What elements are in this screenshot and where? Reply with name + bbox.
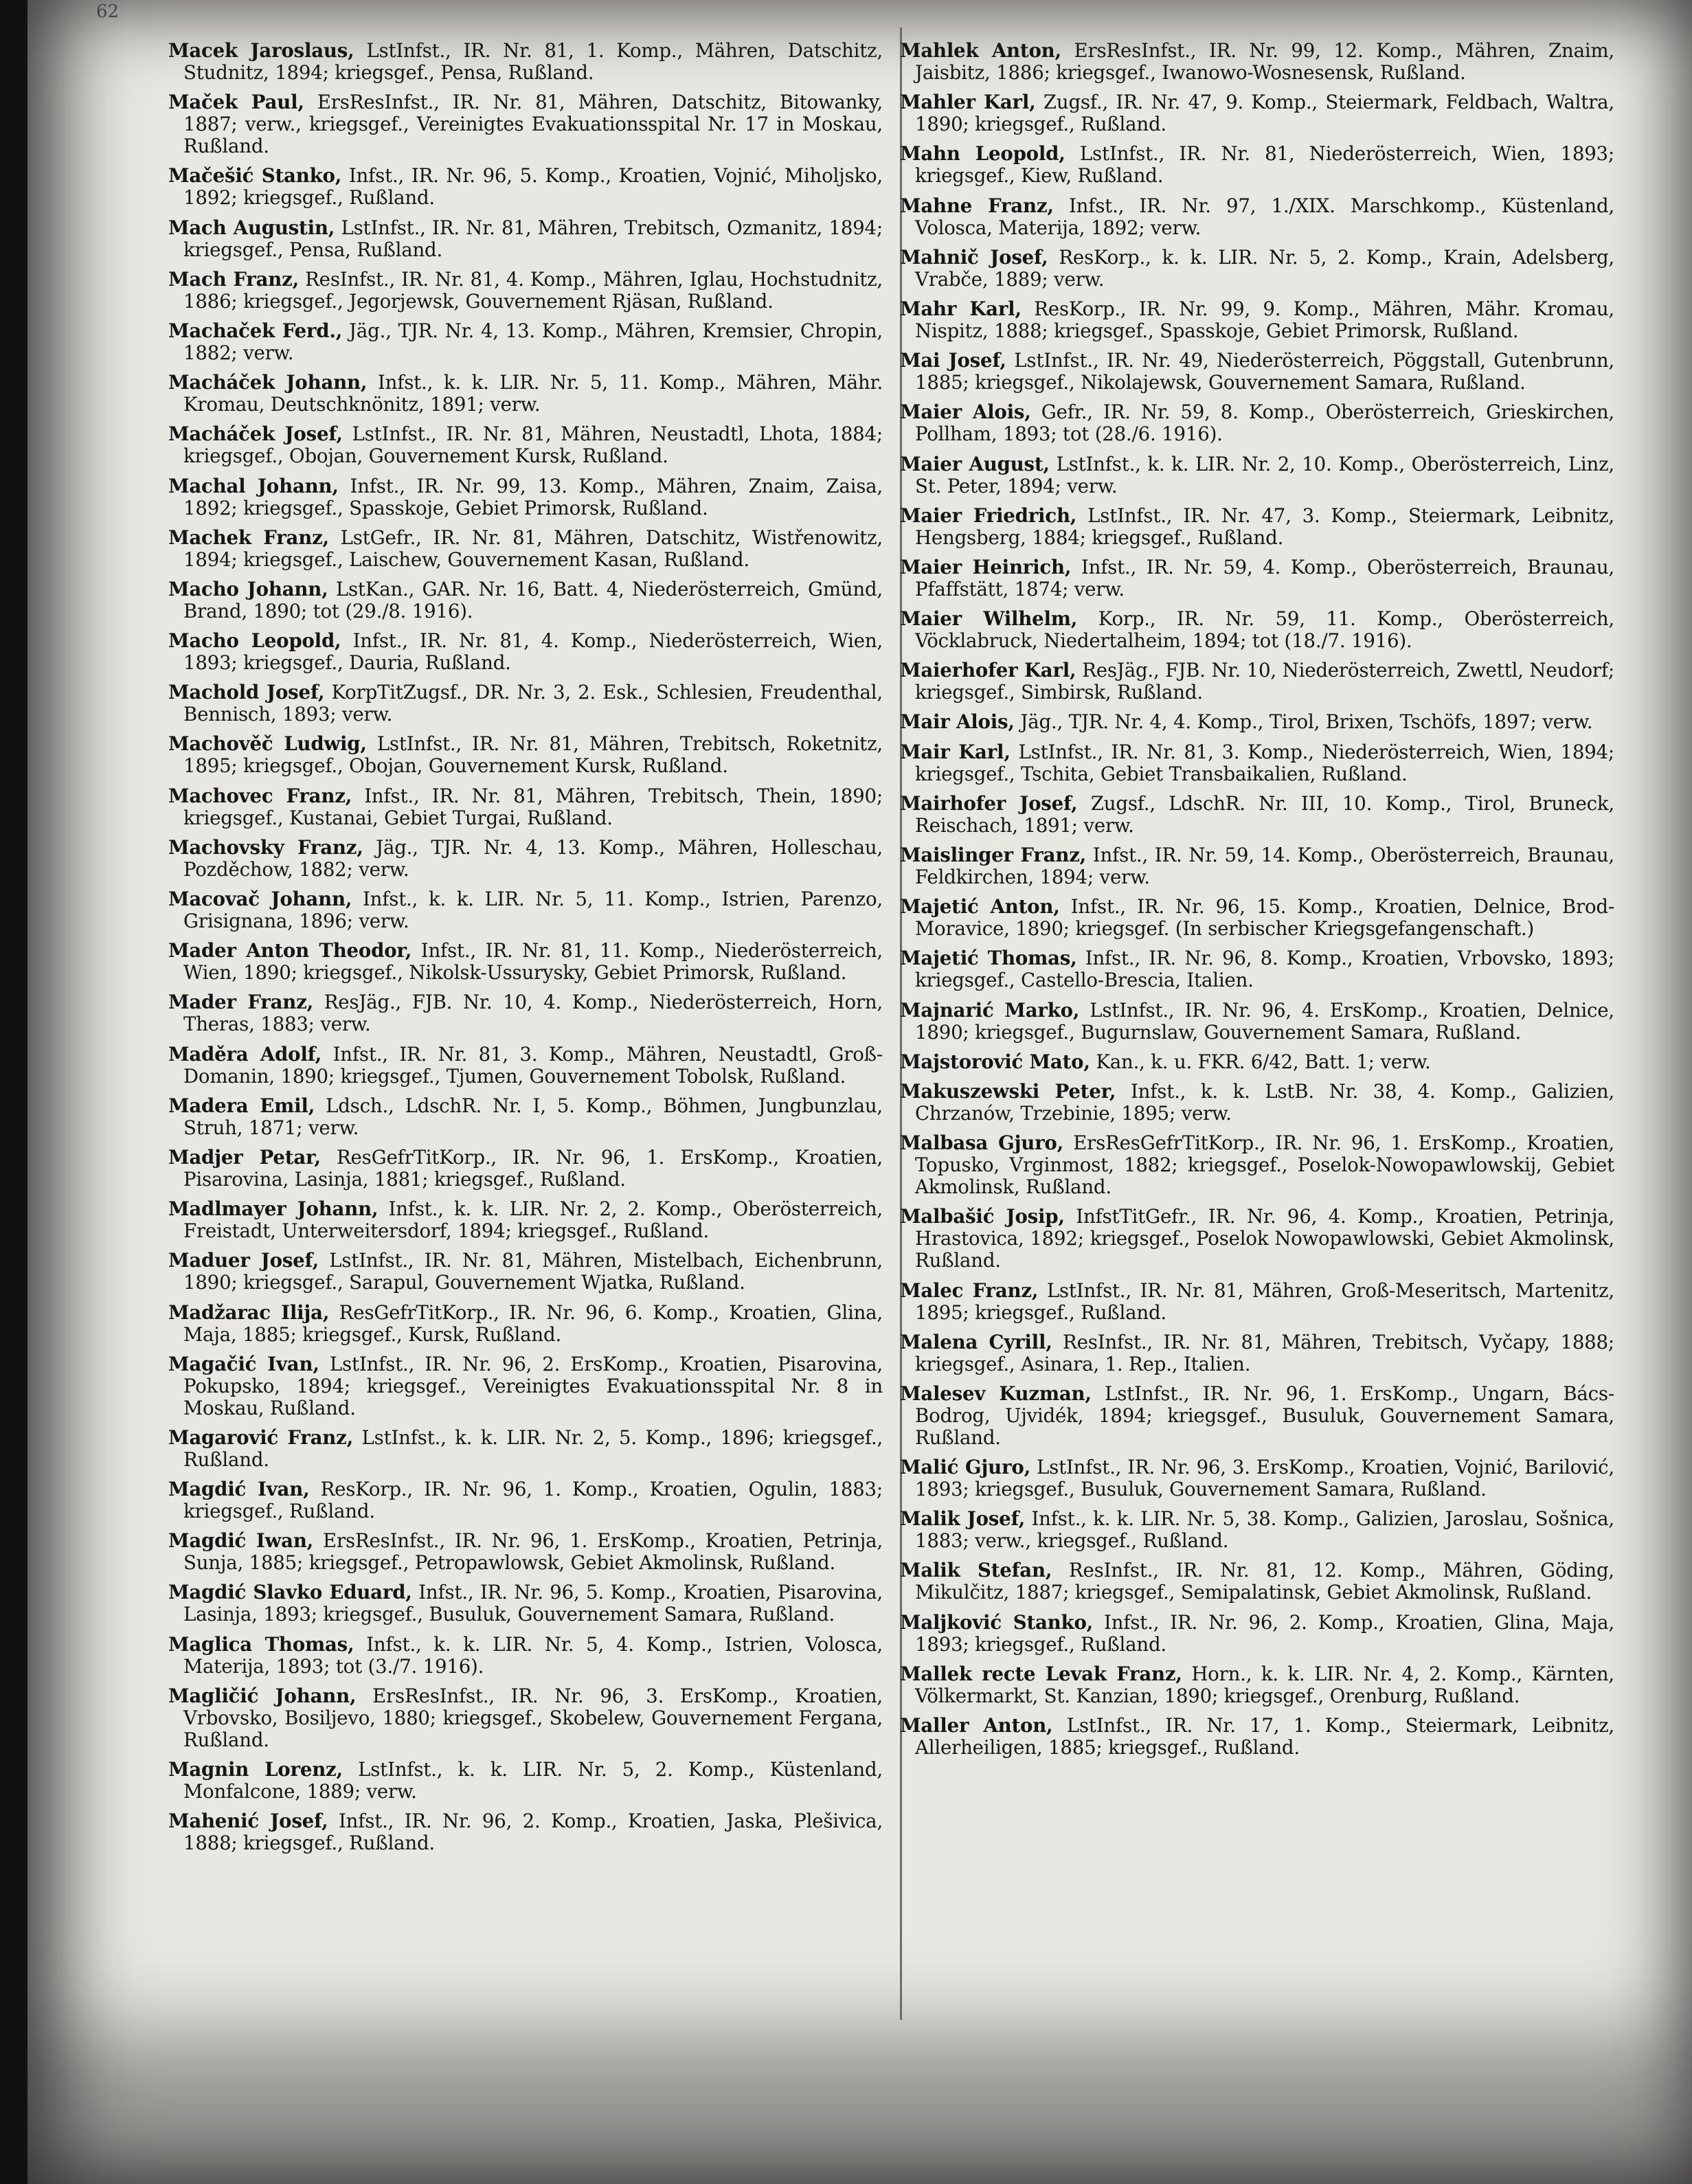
entry-details: Infst., IR. Nr. 96, 15. Komp., Kroatien, Delnice, Brod-Moravice, 1890; kriegsgef. (In serbischer Kriegsgefangenschaft.) (915, 895, 1614, 941)
list-entry (900, 350, 1614, 394)
entry-details: LstInfst., IR. Nr. 17, 1. Komp., Steiermark, Leibnitz, Allerheiligen, 1885; kriegsgef., Rußland. (915, 1714, 1615, 1759)
list-entry (168, 320, 883, 364)
entry-name: Malbašić Josip, (900, 1205, 1065, 1228)
entry-name: Mai Josef, (900, 349, 1006, 372)
entry-details: KorpTitZugsf., DR. Nr. 3, 2. Esk., Schlesien, Freudenthal, Bennisch, 1893; verw. (183, 681, 883, 726)
entry-name: Maljković Stanko, (900, 1610, 1094, 1634)
entry-name: Maděra Adolf, (168, 1042, 322, 1066)
entry-name: Magdić Ivan, (168, 1478, 310, 1501)
list-entry (900, 505, 1614, 549)
scan-left-border (0, 0, 27, 2184)
list-entry (168, 578, 883, 622)
entry-details: Infst., IR. Nr. 96, 8. Komp., Kroatien, Vrbovsko, 1893; kriegsgef., Castello-Brescia, Italien. (915, 947, 1614, 992)
entry-details: Infst., k. k. LIR. Nr. 5, 38. Komp., Galizien, Jaroslau, Sošnica, 1883; verw., kriegsgef., Rußland. (915, 1507, 1614, 1553)
entry-name: Malik Stefan, (900, 1559, 1052, 1582)
list-entry (900, 1000, 1614, 1044)
list-entry (168, 91, 883, 157)
entry-name: Mader Franz, (168, 991, 314, 1014)
entry-name: Malesev Kuzman, (900, 1382, 1092, 1405)
entry-name: Mahenić Josef, (168, 1810, 328, 1833)
entry-details: ResKorp., IR. Nr. 96, 1. Komp., Kroatien, Ogulin, 1883; kriegsgef., Rußland. (183, 1478, 883, 1523)
entry-name: Machověč Ludwig, (168, 732, 367, 756)
entry-details: LstInfst., IR. Nr. 96, 4. ErsKomp., Kroatien, Delnice, 1890; kriegsgef., Bugurnslaw, Gouvernement Samara, Rußland. (915, 998, 1614, 1044)
entry-name: Mach Franz, (168, 267, 300, 291)
entry-name: Madera Emil, (168, 1094, 315, 1117)
entry-name: Maierhofer Karl, (900, 659, 1076, 682)
entry-details: Kan., k. u. FKR. 6/42, Batt. 1; verw. (1096, 1050, 1431, 1073)
entry-name: Maglica Thomas, (168, 1632, 354, 1656)
list-entry (168, 1530, 883, 1574)
entry-name: Macháček Josef, (168, 423, 343, 446)
page-number: 62 (96, 1, 120, 22)
entry-name: Machovsky Franz, (168, 835, 363, 859)
list-entry (168, 475, 883, 519)
list-entry (168, 1634, 883, 1678)
list-entry (900, 896, 1614, 940)
entry-name: Maislinger Franz, (900, 844, 1087, 866)
entry-name: Maier Friedrich, (900, 504, 1077, 527)
entry-details: LstInfst., k. k. LIR. Nr. 2, 10. Komp., Oberösterreich, Linz, St. Peter, 1894; verw. (915, 452, 1614, 497)
list-entry (168, 1810, 883, 1854)
entry-name: Maier Wilhelm, (900, 607, 1078, 631)
entry-name: Malena Cyrill, (900, 1330, 1052, 1353)
entry-name: Mader Anton Theodor, (168, 939, 412, 962)
entry-details: ResInfst., IR. Nr. 81, 4. Komp., Mähren, Iglau, Hochstudnitz, 1886; kriegsgef., Jegorjewsk, Gouvernement Rjäsan, Rußland. (183, 267, 883, 313)
entry-details: ResGefrTitKorp., IR. Nr. 96, 1. ErsKomp., Kroatien, Pisarovina, Lasinja, 1881; kriegsgef., Rußland. (183, 1145, 883, 1191)
entry-name: Majnarić Marko, (900, 998, 1080, 1022)
list-entry (900, 608, 1614, 652)
entry-name: Macho Leopold, (168, 629, 341, 653)
list-entry (900, 1508, 1614, 1552)
list-entry (900, 91, 1614, 135)
entry-details: ErsResInfst., IR. Nr. 96, 3. ErsKomp., Kroatien, Vrbovsko, Bosiljevo, 1880; kriegsgef., Skobelew, Gouvernement Fergana, Rußland. (183, 1684, 883, 1751)
list-entry (168, 1478, 883, 1522)
list-entry (900, 298, 1614, 342)
entry-details: LstInfst., IR. Nr. 81, Mähren, Groß-Meseritsch, Martenitz, 1895; kriegsgef., Rußland. (915, 1279, 1614, 1324)
list-entry (900, 1081, 1614, 1125)
list-entry (168, 1581, 883, 1625)
entry-details: Zugsf., LdschR. Nr. III, 10. Komp., Tirol, Bruneck, Reischach, 1891; verw. (915, 791, 1614, 837)
entry-details: ErsResInfst., IR. Nr. 81, Mähren, Datschitz, Bitowanky, 1887; verw., kriegsgef., Vereinigtes Evakuationsspital Nr. 17 in Moskau, Rußland. (183, 91, 883, 158)
entry-details: Infst., IR. Nr. 81, 4. Komp., Niederösterreich, Wien, 1893; kriegsgef., Dauria, Rußland. (183, 629, 883, 675)
list-entry (168, 630, 883, 674)
entry-details: LstInfst., k. k. LIR. Nr. 2, 5. Komp., 1896; kriegsgef., Rußland. (183, 1426, 883, 1471)
entry-name: Macovač Johann, (168, 888, 352, 910)
list-entry (900, 1663, 1614, 1707)
entry-name: Majetić Thomas, (900, 947, 1077, 970)
entry-details: Infst., IR. Nr. 81, 11. Komp., Niederösterreich, Wien, 1890; kriegsgef., Nikolsk-Ussurysky, Gebiet Primorsk, Rußland. (183, 939, 883, 984)
list-entry (168, 733, 883, 777)
entry-details: ResInfst., IR. Nr. 81, 12. Komp., Mähren, Göding, Mikulčitz, 1887; kriegsgef., Semipalatinsk, Gebiet Akmolinsk, Rußland. (915, 1559, 1614, 1604)
entry-details: Infst., IR. Nr. 81, Mähren, Trebitsch, Thein, 1890; kriegsgef., Kustanai, Gebiet Turgai, Rußland. (183, 784, 883, 829)
entry-details: Infst., k. k. LstB. Nr. 38, 4. Komp., Galizien, Chrzanów, Trzebinie, 1895; verw. (915, 1079, 1615, 1125)
entry-details: LstInfst., IR. Nr. 81, 3. Komp., Niederösterreich, Wien, 1894; kriegsgef., Tschita, Gebiet Transbaikalien, Rußland. (915, 740, 1615, 785)
list-entry (900, 40, 1614, 84)
list-entry (168, 837, 883, 881)
entry-name: Magarović Franz, (168, 1426, 354, 1449)
entry-details: Infst., k. k. LIR. Nr. 5, 11. Komp., Istrien, Parenzo, Grisignana, 1896; verw. (183, 888, 883, 932)
entry-details: ResJäg., FJB. Nr. 10, Niederösterreich, Zwettl, Neudorf; kriegsgef., Simbirsk, Rußland. (915, 659, 1614, 704)
entry-name: Malbasa Gjuro, (900, 1132, 1064, 1155)
entry-details: Infst., IR. Nr. 97, 1./XIX. Marschkomp., Küstenland, Volosca, Materija, 1892; verw. (915, 194, 1614, 239)
entry-name: Mahnič Josef, (900, 245, 1048, 269)
entry-name: Magačić Ivan, (168, 1352, 319, 1375)
list-entry (168, 372, 883, 416)
entry-name: Mahler Karl, (900, 91, 1036, 114)
entry-name: Majetić Anton, (900, 895, 1060, 919)
entry-details: Infst., k. k. LIR. Nr. 5, 11. Komp., Mähren, Mähr. Kromau, Deutschknönitz, 1891; verw. (183, 371, 883, 416)
entry-name: Machal Johann, (168, 474, 339, 497)
entry-details: Infst., IR. Nr. 96, 2. Komp., Kroatien, Glina, Maja, 1893; kriegsgef., Rußland. (915, 1610, 1614, 1656)
list-entry (900, 1383, 1614, 1449)
entry-details: Infst., IR. Nr. 81, 3. Komp., Mähren, Neustadtl, Groß-Domanin, 1890; kriegsgef., Tjumen, Gouvernement Tobolsk, Rußland. (183, 1042, 883, 1088)
list-entry (900, 844, 1614, 888)
entry-details: ResKorp., IR. Nr. 99, 9. Komp., Mähren, Mähr. Kromau, Nispitz, 1888; kriegsgef., Spasskoje, Gebiet Primorsk, Rußland. (915, 297, 1614, 342)
list-entry (900, 1051, 1614, 1073)
list-entry (168, 217, 883, 261)
entry-name: Maier Heinrich, (900, 555, 1072, 578)
entry-name: Mallek recte Levak Franz, (900, 1662, 1182, 1685)
entry-details: LstInfst., IR. Nr. 81, Mähren, Trebitsch, Ozmanitz, 1894; kriegsgef., Pensa, Rußland. (183, 216, 883, 261)
list-entry (900, 143, 1614, 187)
list-entry (900, 711, 1614, 733)
entry-details: Jäg., TJR. Nr. 4, 13. Komp., Mähren, Holleschau, Pozděchow, 1882; verw. (183, 835, 883, 881)
entry-details: Infst., IR. Nr. 59, 4. Komp., Oberösterreich, Braunau, Pfaffstätt, 1874; verw. (915, 555, 1614, 600)
entry-name: Macho Johann, (168, 577, 328, 600)
entry-name: Magličić Johann, (168, 1684, 357, 1707)
list-entry (900, 1456, 1614, 1500)
list-entry (168, 682, 883, 725)
entry-name: Maller Anton, (900, 1714, 1053, 1737)
list-entry (900, 1715, 1614, 1759)
list-entry (900, 947, 1614, 991)
entry-name: Mair Karl, (900, 740, 1011, 763)
entry-name: Machaček Ferd., (168, 319, 343, 342)
list-entry (168, 1095, 883, 1139)
list-entry (168, 40, 883, 84)
entry-details: Ldsch., LdschR. Nr. I, 5. Komp., Böhmen, Jungbunzlau, Struh, 1871; verw. (183, 1094, 883, 1139)
list-entry (900, 401, 1614, 445)
list-entry (168, 940, 883, 984)
list-entry (900, 556, 1614, 600)
entry-details: Infst., k. k. LIR. Nr. 5, 4. Komp., Istrien, Volosca, Materija, 1893; tot (3./7. 1916). (183, 1632, 883, 1678)
right-column (900, 40, 1614, 1766)
entry-details: Jäg., TJR. Nr. 4, 13. Komp., Mähren, Kremsier, Chropin, 1882; verw. (183, 319, 883, 364)
list-entry (900, 1280, 1614, 1324)
entry-details: LstInfst., IR. Nr. 81, 1. Komp., Mähren, Datschitz, Studnitz, 1894; kriegsgef., Pensa, Rußland. (183, 39, 883, 84)
list-entry (900, 247, 1614, 291)
entry-details: LstInfst., IR. Nr. 81, Mähren, Neustadtl, Lhota, 1884; kriegsgef., Obojan, Gouvernement Kursk, Rußland. (183, 423, 883, 468)
list-entry (900, 741, 1614, 785)
entry-details: ResKorp., k. k. LIR. Nr. 5, 2. Komp., Krain, Adelsberg, Vrabče, 1889; verw. (915, 245, 1614, 291)
entry-details: LstKan., GAR. Nr. 16, Batt. 4, Niederösterreich, Gmünd, Brand, 1890; tot (29./8. 1916). (183, 577, 883, 622)
entry-name: Magnin Lorenz, (168, 1758, 343, 1781)
list-entry (168, 1044, 883, 1088)
entry-details: Gefr., IR. Nr. 59, 8. Komp., Oberösterreich, Grieskirchen, Pollham, 1893; tot (28./6. 1916). (915, 401, 1614, 446)
entry-details: Infst., k. k. LIR. Nr. 2, 2. Komp., Oberösterreich, Freistadt, Unterweitersdorf, 1894; kriegsgef., Rußland. (183, 1197, 883, 1243)
entry-details: Infst., IR. Nr. 96, 5. Komp., Kroatien, Vojnić, Miholjsko, 1892; kriegsgef., Rußland. (183, 164, 883, 210)
entry-details: ResJäg., FJB. Nr. 10, 4. Komp., Niederösterreich, Horn, Theras, 1883; verw. (183, 991, 883, 1036)
entry-name: Mach Augustin, (168, 216, 335, 239)
list-entry (900, 1206, 1614, 1272)
list-entry (900, 1612, 1614, 1656)
entry-details: Infst., IR. Nr. 96, 2. Komp., Kroatien, Jaska, Plešivica, 1888; kriegsgef., Rußland. (183, 1810, 883, 1855)
entry-name: Makuszewski Peter, (900, 1079, 1116, 1103)
entry-name: Machek Franz, (168, 526, 329, 549)
list-entry (168, 1759, 883, 1803)
entry-details: LstGefr., IR. Nr. 81, Mähren, Datschitz, Wistřenowitz, 1894; kriegsgef., Laischew, Gouvernement Kasan, Rußland. (183, 526, 883, 571)
list-entry (168, 1302, 883, 1346)
list-entry (900, 453, 1614, 497)
entry-name: Mairhofer Josef, (900, 791, 1078, 815)
entry-details: LstInfst., IR. Nr. 96, 2. ErsKomp., Kroatien, Pisarovina, Pokupsko, 1894; kriegsgef., Vereinigtes Evakuationsspital Nr. 8 in Moskau, Rußland. (183, 1352, 883, 1419)
list-entry (900, 1132, 1614, 1198)
entry-name: Magdić Slavko Eduard, (168, 1581, 412, 1604)
entry-details: Infst., IR. Nr. 99, 13. Komp., Mähren, Znaim, Zaisa, 1892; kriegsgef., Spasskoje, Gebiet Primorsk, Rußland. (183, 474, 883, 519)
entry-name: Madjer Petar, (168, 1145, 321, 1169)
list-entry (900, 195, 1614, 239)
entry-name: Majstorović Mato, (900, 1050, 1090, 1073)
entry-name: Mair Alois, (900, 710, 1015, 734)
list-entry (900, 1560, 1614, 1603)
entry-details: ResGefrTitKorp., IR. Nr. 96, 6. Komp., Kroatien, Glina, Maja, 1885; kriegsgef., Kursk, Rußland. (183, 1301, 883, 1346)
entry-name: Maduer Josef, (168, 1249, 319, 1272)
entry-name: Mahn Leopold, (900, 142, 1065, 166)
list-entry (168, 1198, 883, 1242)
list-entry (168, 527, 883, 571)
entry-name: Machovec Franz, (168, 784, 352, 807)
entry-details: LstInfst., IR. Nr. 47, 3. Komp., Steiermark, Leibnitz, Hengsberg, 1884; kriegsgef., Rußland. (915, 504, 1615, 549)
list-entry (900, 1331, 1614, 1375)
list-entry (168, 1250, 883, 1294)
entry-details: LstInfst., k. k. LIR. Nr. 5, 2. Komp., Küstenland, Monfalcone, 1889; verw. (183, 1758, 883, 1803)
entry-details: Infst., IR. Nr. 96, 5. Komp., Kroatien, Pisarovina, Lasinja, 1893; kriegsgef., Busuluk, Gouvernement Samara, Rußland. (183, 1581, 883, 1626)
list-entry (168, 1147, 883, 1191)
entry-details: Infst., IR. Nr. 59, 14. Komp., Oberösterreich, Braunau, Feldkirchen, 1894; verw. (915, 844, 1614, 888)
list-entry (900, 793, 1614, 837)
list-entry (900, 660, 1614, 703)
entry-name: Macek Jaroslaus, (168, 39, 354, 62)
entry-details: LstInfst., IR. Nr. 81, Niederösterreich, Wien, 1893; kriegsgef., Kiew, Rußland. (915, 142, 1615, 188)
entry-details: InfstTitGefr., IR. Nr. 96, 4. Komp., Kroatien, Petrinja, Hrastovica, 1892; kriegsgef., Poselok Nowopawlowski, Gebiet Akmolinsk, Rußland. (915, 1205, 1614, 1272)
entry-details: Horn., k. k. LIR. Nr. 4, 2. Komp., Kärnten, Völkermarkt, St. Kanzian, 1890; kriegsgef., Orenburg, Rußland. (915, 1662, 1614, 1707)
list-entry (168, 1685, 883, 1751)
entry-details: Korp., IR. Nr. 59, 11. Komp., Oberösterreich, Vöcklabruck, Niedertalheim, 1894; tot (18./7. 1916). (915, 607, 1614, 653)
entry-details: LstInfst., IR. Nr. 49, Niederösterreich, Pöggstall, Gutenbrunn, 1885; kriegsgef., Nikolajewsk, Gouvernement Samara, Rußland. (915, 349, 1614, 394)
entry-name: Madlmayer Johann, (168, 1197, 379, 1221)
list-entry (168, 888, 883, 932)
entry-name: Macháček Johann, (168, 371, 368, 394)
entry-name: Malec Franz, (900, 1279, 1039, 1302)
entry-details: ResInfst., IR. Nr. 81, Mähren, Trebitsch, Vyčapy, 1888; kriegsgef., Asinara, 1. Rep., Italien. (915, 1330, 1614, 1375)
entry-details: LstInfst., IR. Nr. 96, 3. ErsKomp., Kroatien, Vojnić, Barilović, 1893; kriegsgef., Busuluk, Gouvernement Samara, Rußland. (915, 1456, 1614, 1501)
list-entry (168, 165, 883, 209)
list-entry (168, 269, 883, 313)
entry-name: Maček Paul, (168, 91, 304, 114)
entry-details: LstInfst., IR. Nr. 81, Mähren, Mistelbach, Eichenbrunn, 1890; kriegsgef., Sarapul, Gouvernement Wjatka, Rußland. (183, 1249, 883, 1294)
entry-name: Mahne Franz, (900, 194, 1054, 217)
entry-name: Mahr Karl, (900, 297, 1022, 320)
list-entry (168, 785, 883, 829)
entry-details: Zugsf., IR. Nr. 47, 9. Komp., Steiermark, Feldbach, Waltra, 1890; kriegsgef., Rußland. (915, 91, 1614, 136)
entry-name: Malić Gjuro, (900, 1456, 1030, 1479)
entry-details: Jäg., TJR. Nr. 4, 4. Komp., Tirol, Brixen, Tschöfs, 1897; verw. (1020, 710, 1593, 734)
list-entry (168, 1427, 883, 1471)
entry-details: ErsResInfst., IR. Nr. 96, 1. ErsKomp., Kroatien, Petrinja, Sunja, 1885; kriegsgef., Petropawlowsk, Gebiet Akmolinsk, Rußland. (183, 1529, 883, 1575)
entry-details: ErsResInfst., IR. Nr. 99, 12. Komp., Mähren, Znaim, Jaisbitz, 1886; kriegsgef., Iwanowo-Wosnesensk, Rußland. (915, 39, 1614, 84)
entry-details: LstInfst., IR. Nr. 96, 1. ErsKomp., Ungarn, Bács-Bodrog, Ujvidék, 1894; kriegsgef., Busuluk, Gouvernement Samara, Rußland. (915, 1382, 1614, 1449)
list-entry (168, 1353, 883, 1419)
list-entry (168, 991, 883, 1035)
entry-name: Madžarac Ilija, (168, 1301, 330, 1324)
left-column (168, 40, 883, 1862)
list-entry (168, 423, 883, 467)
entry-details: ErsResGefrTitKorp., IR. Nr. 96, 1. ErsKomp., Kroatien, Topusko, Vrginmost, 1882; kriegsgef., Poselok-Nowopawlowskij, Gebiet Akmolinsk, Rußland. (915, 1132, 1614, 1199)
entry-name: Maier Alois, (900, 401, 1031, 424)
entry-name: Maier August, (900, 452, 1050, 475)
entry-name: Mačešić Stanko, (168, 164, 342, 188)
entry-name: Malik Josef, (900, 1507, 1025, 1531)
entry-name: Machold Josef, (168, 681, 325, 704)
entry-details: LstInfst., IR. Nr. 81, Mähren, Trebitsch, Roketnitz, 1895; kriegsgef., Obojan, Gouvernement Kursk, Rußland. (183, 732, 883, 778)
entry-name: Magdić Iwan, (168, 1529, 314, 1553)
entry-name: Mahlek Anton, (900, 39, 1061, 62)
